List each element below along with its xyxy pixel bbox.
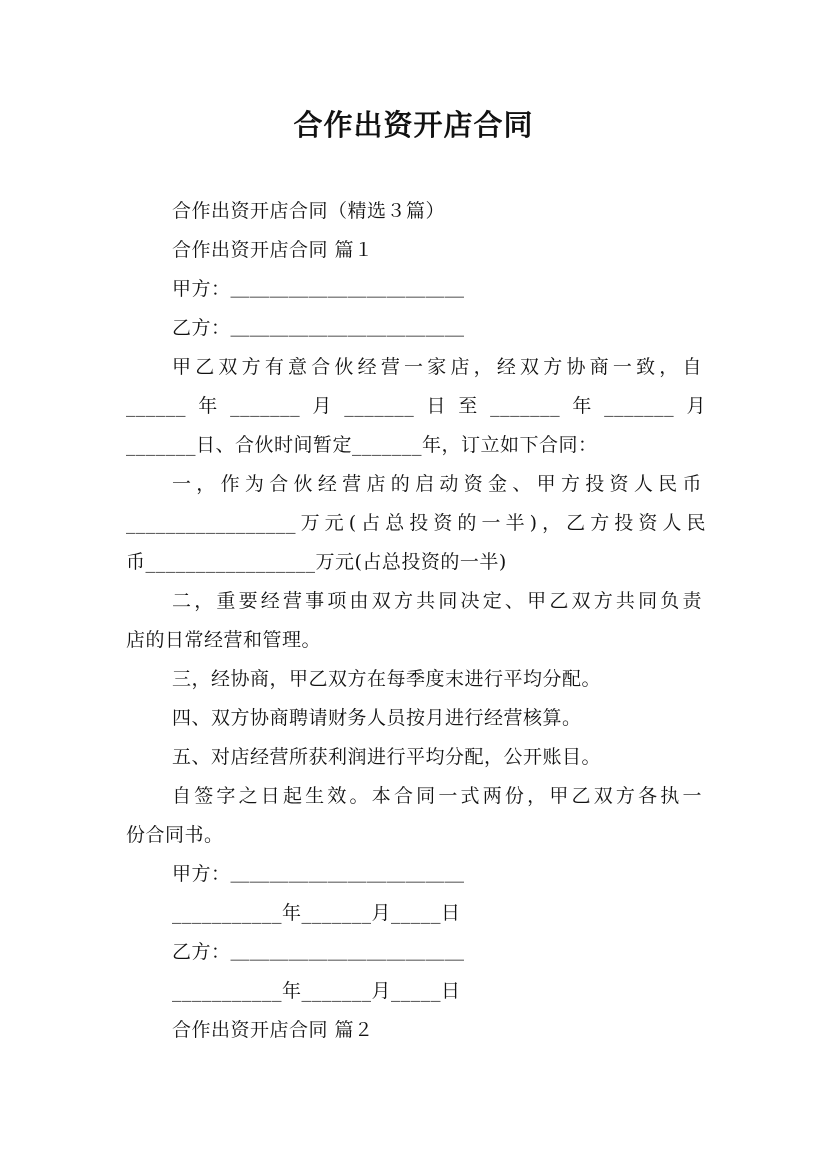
contract-subtitle: 合作出资开店合同（精选３篇） — [172, 200, 446, 222]
signature-party-a: 甲方：＿＿＿＿＿＿＿＿＿＿＿＿ — [172, 863, 465, 885]
paragraph-intro-line-2: ______年_______月_______日至_______年_______月 — [126, 395, 706, 417]
effective-clause-line-1: 自签字之日起生效。本合同一式两份，甲乙双方各执一 — [172, 785, 702, 807]
effective-clause-line-2: 份合同书。 — [126, 824, 224, 846]
clause-5: 五、对店经营所获利润进行平均分配，公开账目。 — [172, 746, 602, 768]
party-a-line: 甲方：＿＿＿＿＿＿＿＿＿＿＿＿ — [172, 278, 465, 300]
signature-date-b: ___________年_______月_____日 — [172, 980, 461, 1002]
clause-3: 三，经协商，甲乙双方在每季度末进行平均分配。 — [172, 668, 602, 690]
section-heading-1: 合作出资开店合同 篇１ — [172, 239, 374, 261]
signature-party-b: 乙方：＿＿＿＿＿＿＿＿＿＿＿＿ — [172, 941, 465, 963]
signature-date-a: ___________年_______月_____日 — [172, 902, 461, 924]
document-title: 合作出资开店合同 — [293, 108, 534, 142]
paragraph-intro-line-3: _______日、合伙时间暂定_______年，订立如下合同： — [126, 434, 598, 456]
clause-4: 四、双方协商聘请财务人员按月进行经营核算。 — [172, 707, 582, 729]
clause-1-line-2: _________________万元(占总投资的一半)，乙方投资人民 — [126, 512, 706, 534]
party-b-line: 乙方：＿＿＿＿＿＿＿＿＿＿＿＿ — [172, 317, 465, 339]
clause-1-line-1: 一，作为合伙经营店的启动资金、甲方投资人民币 — [172, 473, 702, 495]
clause-2-line-1: 二，重要经营事项由双方共同决定、甲乙双方共同负责 — [172, 590, 702, 612]
clause-1-line-3: 币_________________万元(占总投资的一半) — [126, 551, 507, 573]
clause-2-line-2: 店的日常经营和管理。 — [126, 629, 322, 651]
section-heading-2: 合作出资开店合同 篇２ — [172, 1019, 374, 1041]
paragraph-intro-line-1: 甲乙双方有意合伙经营一家店，经双方协商一致，自 — [172, 356, 702, 378]
